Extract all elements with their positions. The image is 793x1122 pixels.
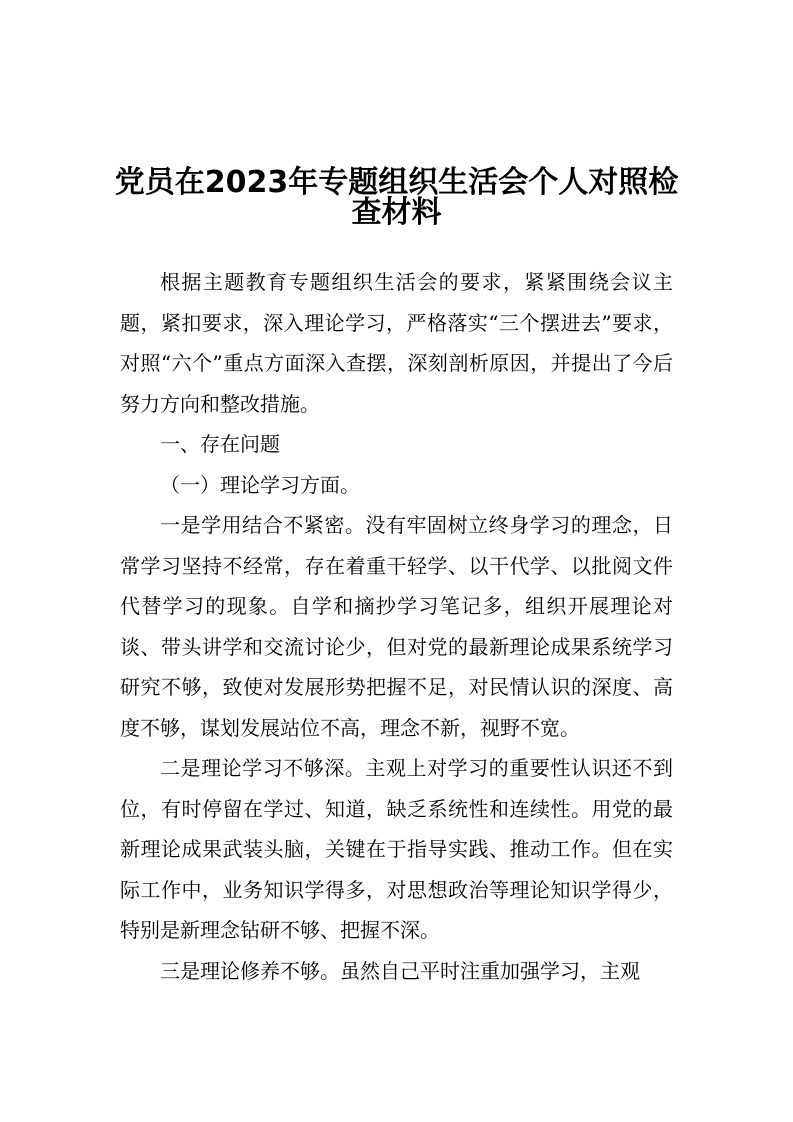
body-paragraph: 二是理论学习不够深。主观上对学习的重要性认识还不到位，有时停留在学过、知道，缺乏系统性和连续性。用党的最新理论成果武装头脑，关键在于指导实践、推动工作。但在实际工作中，业务知识学得多，对思想政治等理论知识学得少，特别是新理念钻研不够、把握不深。 — [120, 756, 673, 942]
document-body — [120, 262, 673, 991]
document-title-line-1: 党员在2023年专题组织生活会个人对照检 — [114, 165, 679, 200]
body-paragraph: 三是理论修养不够。虽然自己平时注重加强学习，主观 — [160, 958, 640, 983]
document-title-line-2: 查材料 — [351, 195, 442, 230]
section-heading: 一、存在问题 — [160, 432, 280, 456]
intro-paragraph: 根据主题教育专题组织生活会的要求，紧紧围绕会议主题，紧扣要求，深入理论学习，严格落实“三个摆进去”要求，对照“六个”重点方面深入查摆，深刻剖析原因，并提出了今后努力方向和整改措施。 — [120, 270, 673, 416]
subsection-heading: （一）理论学习方面。 — [160, 472, 360, 497]
body-paragraph: 一是学用结合不紧密。没有牢固树立终身学习的理念，日常学习坚持不经常，存在着重干轻学、以干代学、以批阅文件代替学习的现象。自学和摘抄学习笔记多，组织开展理论对谈、带头讲学和交流讨论少，但对党的最新理论成果系统学习研究不够，致使对发展形势把握不足，对民情认识的深度、高度不够，谋划发展站位不高，理念不新，视野不宽。 — [120, 513, 673, 740]
